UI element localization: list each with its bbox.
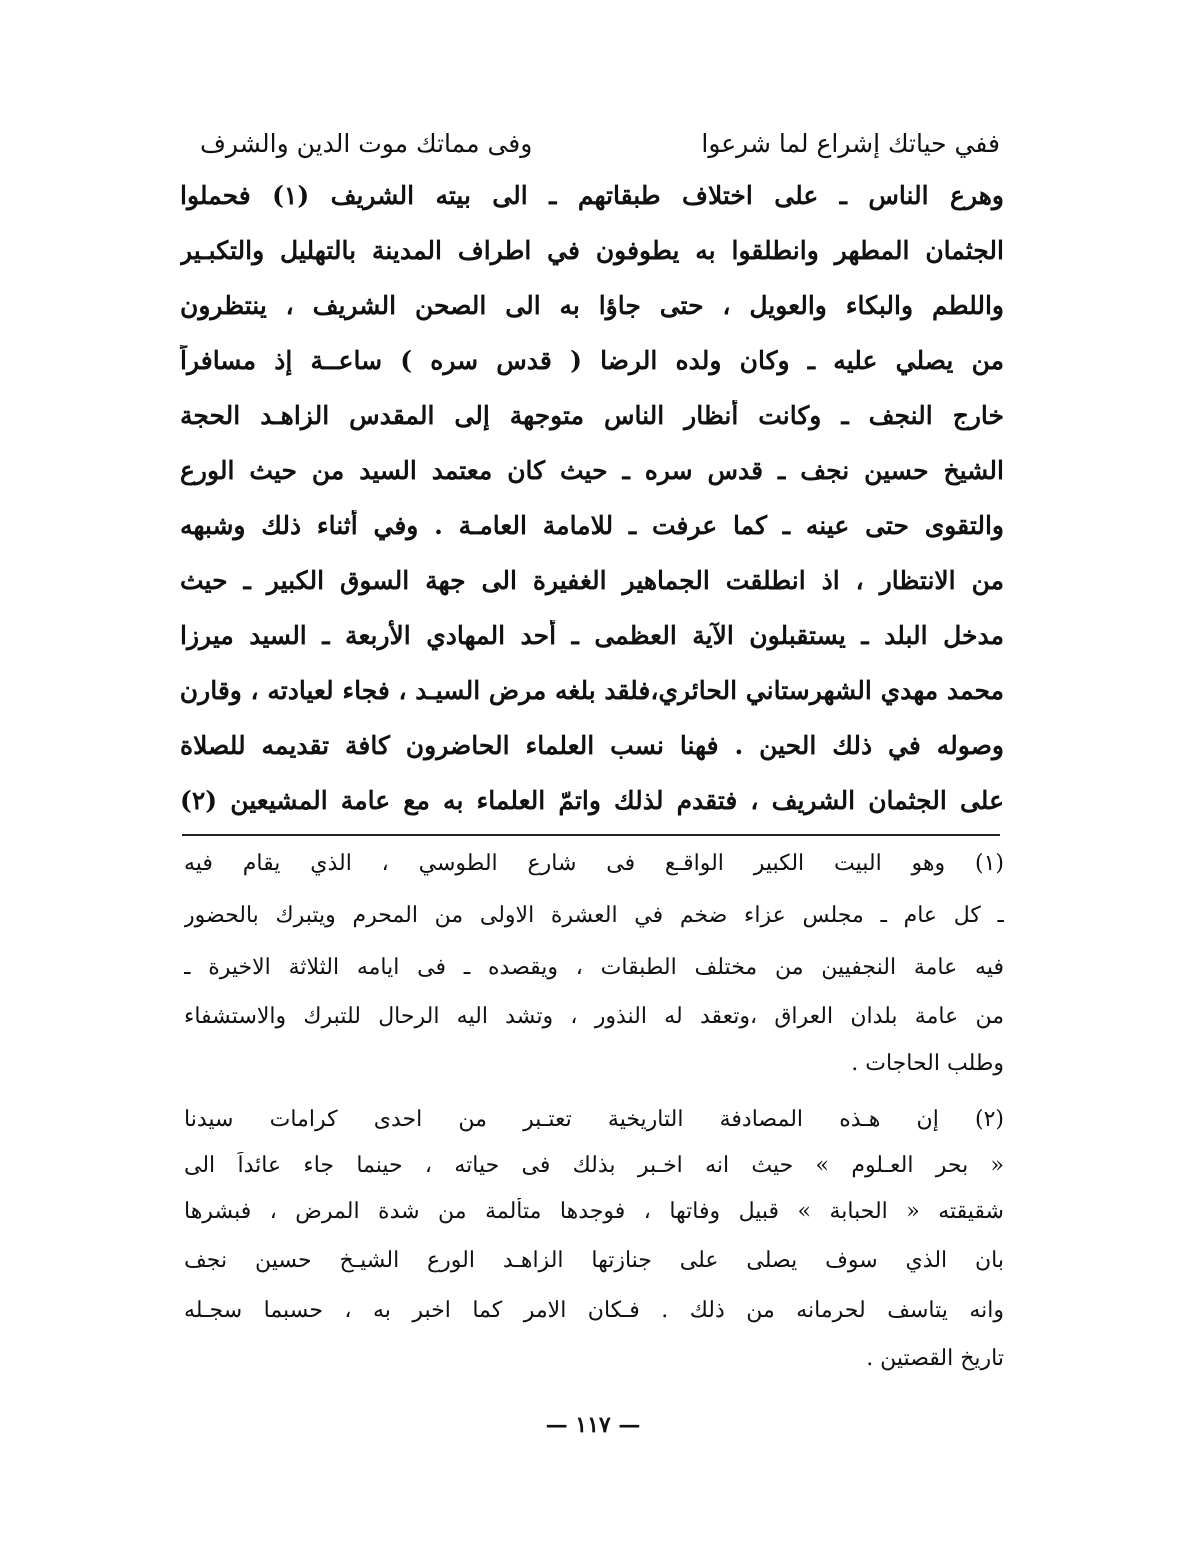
- body-line: مدخل البلد ـ يستقبلون الآية العظمى ـ أحد المهادي الأربعة ـ السيد ميرزا: [180, 621, 1004, 650]
- body-line: والتقوى حتى عينه ـ كما عرفت ـ للامامة العامـة . وفي أثناء ذلك وشبهه: [180, 511, 1004, 540]
- poem-second-hemistich: وفى مماتك موت الدين والشرف: [200, 129, 533, 158]
- body-line: وصوله في ذلك الحين . فهنا نسب العلماء الحاضرون كافة تقديمه للصلاة: [180, 731, 1004, 760]
- footnote-1-line: وطلب الحاجات .: [851, 1051, 1004, 1076]
- body-line: على الجثمان الشريف ، فتقدم لذلك واتمّ العلماء به مع عامة المشيعين (٢): [180, 786, 1004, 815]
- body-line: واللطم والبكاء والعويل ، حتى جاؤا به الى الصحن الشريف ، ينتظرون: [180, 291, 1004, 320]
- footnote-1-line: فيه عامة النجفيين من مختلف الطبقات ، ويقصده ـ فى ايامه الثلاثة الاخيرة ـ: [184, 955, 1004, 980]
- footnote-2-line: شقيقته « الحبابة » قبيل وفاتها ، فوجدها متألمة من شدة المرض ، فبشرها: [184, 1199, 1004, 1224]
- poem-first-hemistich: ففي حياتك إشراع لما شرعوا: [701, 129, 1000, 158]
- body-line: وهرع الناس ـ على اختلاف طبقاتهم ـ الى بيته الشريف (١) فحملوا: [180, 181, 1004, 210]
- poem-verse: [200, 128, 1000, 159]
- footnote-1-line: من عامة بلدان العراق ،وتعقد له النذور ، وتشد اليه الرحال للتبرك والاستشفاء: [184, 1004, 1004, 1029]
- footnote-separator: [182, 834, 1000, 836]
- footnote-1-line: ـ كل عام ـ مجلس عزاء ضخم في العشرة الاولى من المحرم ويتبرك بالحضور: [184, 903, 1004, 928]
- body-line: محمد مهدي الشهرستاني الحائري،فلقد بلغه مرض السيـد ، فجاء لعيادته ، وقارن: [180, 676, 1004, 705]
- footnote-2-line: بان الذي سوف يصلى على جنازتها الزاهـد الورع الشيـخ حسين نجف: [184, 1248, 1004, 1273]
- body-line: خارج النجف ـ وكانت أنظار الناس متوجهة إلى المقدس الزاهـد الحجة: [180, 401, 1004, 430]
- footnote-2-line: « بحر العـلوم » حيث انه اخـبر بذلك فى حياته ، حينما جاء عائداً الى: [184, 1153, 1004, 1178]
- body-line: من الانتظار ، اذ انطلقت الجماهير الغفيرة الى جهة السوق الكبير ـ حيث: [180, 566, 1004, 595]
- footnote-2-line: (٢) إن هـذه المصادفة التاريخية تعتـبر من احدى كرامات سيدنا: [184, 1107, 1004, 1132]
- footnote-2-line: وانه يتاسف لحرمانه من ذلك . فـكان الامر كما اخبر به ، حسبما سجـله: [184, 1298, 1004, 1323]
- body-line: الشيخ حسين نجف ـ قدس سره ـ حيث كان معتمد السيد من حيث الورع: [180, 456, 1004, 485]
- footnote-2-line: تاريخ القصتين .: [866, 1346, 1004, 1371]
- footnote-1-line: (١) وهو البيت الكبير الواقـع فى شارع الطوسي ، الذي يقام فيه: [184, 851, 1004, 876]
- body-line: من يصلي عليه ـ وكان ولده الرضا ( قدس سره ) ساعــة إذ مسافراً: [180, 346, 1004, 375]
- page-number: — ١١٧ —: [545, 1412, 641, 1438]
- body-line: الجثمان المطهر وانطلقوا به يطوفون في اطراف المدينة بالتهليل والتكبـير: [180, 236, 1004, 265]
